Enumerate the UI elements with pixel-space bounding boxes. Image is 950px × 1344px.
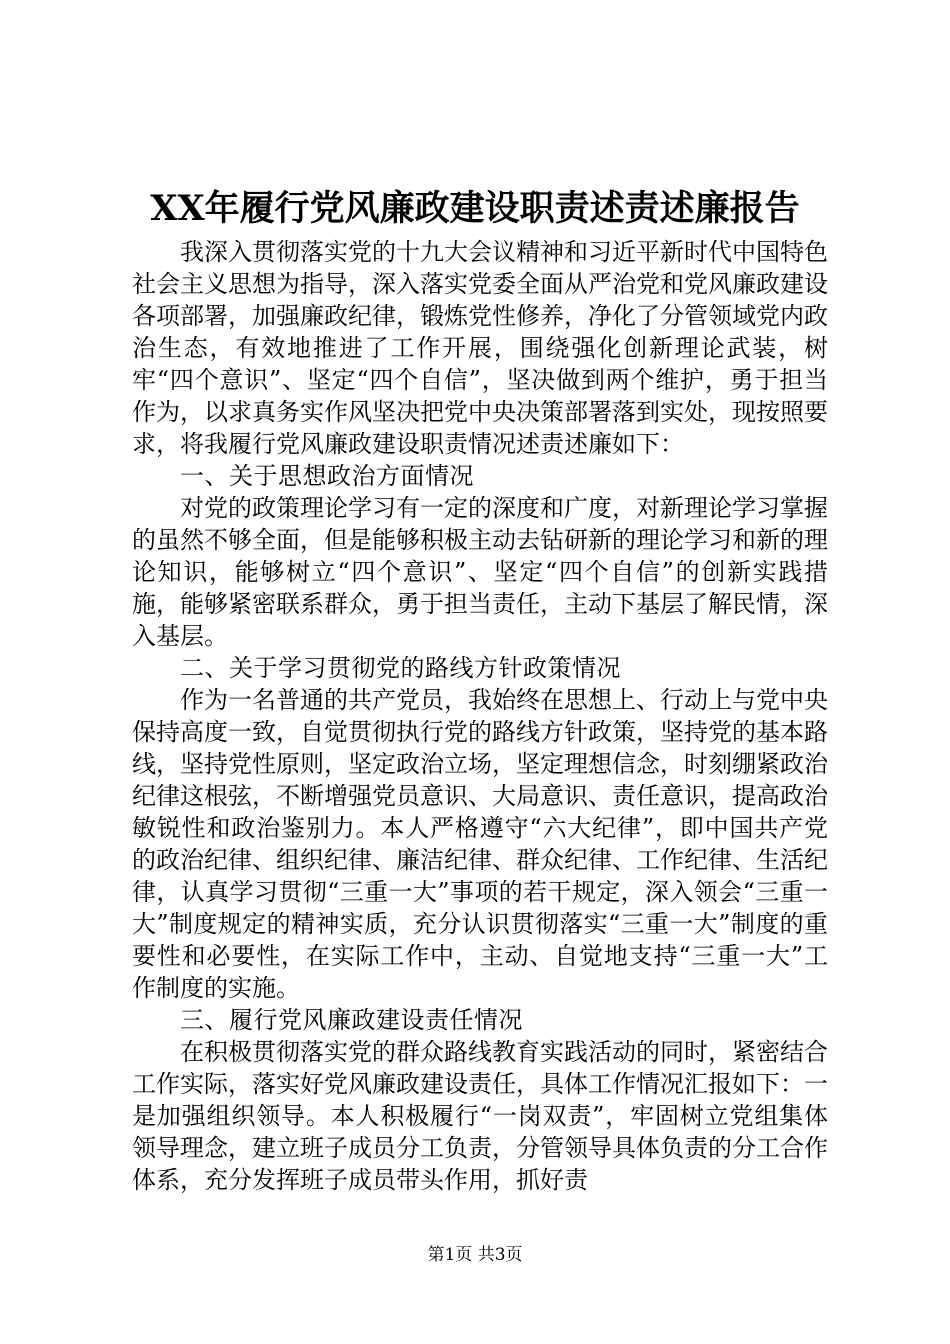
document-body	[132, 236, 828, 1196]
page-number-footer: 第1页 共3页	[427, 1245, 523, 1265]
section-1-paragraph: 对党的政策理论学习有一定的深度和广度，对新理论学习掌握的虽然不够全面，但是能够积极主动去钻研新的理论学习和新的理论知识，能够树立“四个意识”、坚定“四个自信”的创新实践措施，能够紧密联系群众，勇于担当责任，主动下基层了解民情，深入基层。	[132, 494, 828, 650]
section-3-paragraph: 在积极贯彻落实党的群众路线教育实践活动的同时，紧密结合工作实际，落实好党风廉政建设责任，具体工作情况汇报如下：一是加强组织领导。本人积极履行“一岗双责”，牢固树立党组集体领导理念，建立班子成员分工负责，分管领导具体负责的分工合作体系，充分发挥班子成员带头作用，抓好责	[132, 1038, 828, 1194]
section-2-paragraph: 作为一名普通的共产党员，我始终在思想上、行动上与党中央保持高度一致，自觉贯彻执行党的路线方针政策，坚持党的基本路线，坚持党性原则，坚定政治立场，坚定理想信念，时刻绷紧政治纪律这根弦，不断增强党员意识、大局意识、责任意识，提高政治敏锐性和政治鉴别力。本人严格遵守“六大纪律”，即中国共产党的政治纪律、组织纪律、廉洁纪律、群众纪律、工作纪律、生活纪律，认真学习贯彻“三重一大”事项的若干规定，深入领会“三重一大”制度规定的精神实质，充分认识贯彻落实“三重一大”制度的重要性和必要性，在实际工作中，主动、自觉地支持“三重一大”工作制度的实施。	[132, 686, 828, 1002]
section-heading-1: 一、关于思想政治方面情况	[180, 462, 474, 490]
document-title: XX年履行党风廉政建设职责述责述廉报告	[150, 188, 800, 229]
section-heading-3: 三、履行党风廉政建设责任情况	[180, 1006, 523, 1034]
intro-paragraph: 我深入贯彻落实党的十九大会议精神和习近平新时代中国特色社会主义思想为指导，深入落实党委全面从严治党和党风廉政建设各项部署，加强廉政纪律，锻炼党性修养，净化了分管领域党内政治生态，有效地推进了工作开展，围绕强化创新理论武装，树牢“四个意识”、坚定“四个自信”，坚决做到两个维护，勇于担当作为，以求真务实作风坚决把党中央决策部署落到实处，现按照要求，将我履行党风廉政建设职责情况述责述廉如下：	[132, 238, 828, 458]
section-heading-2: 二、关于学习贯彻党的路线方针政策情况	[180, 654, 621, 682]
